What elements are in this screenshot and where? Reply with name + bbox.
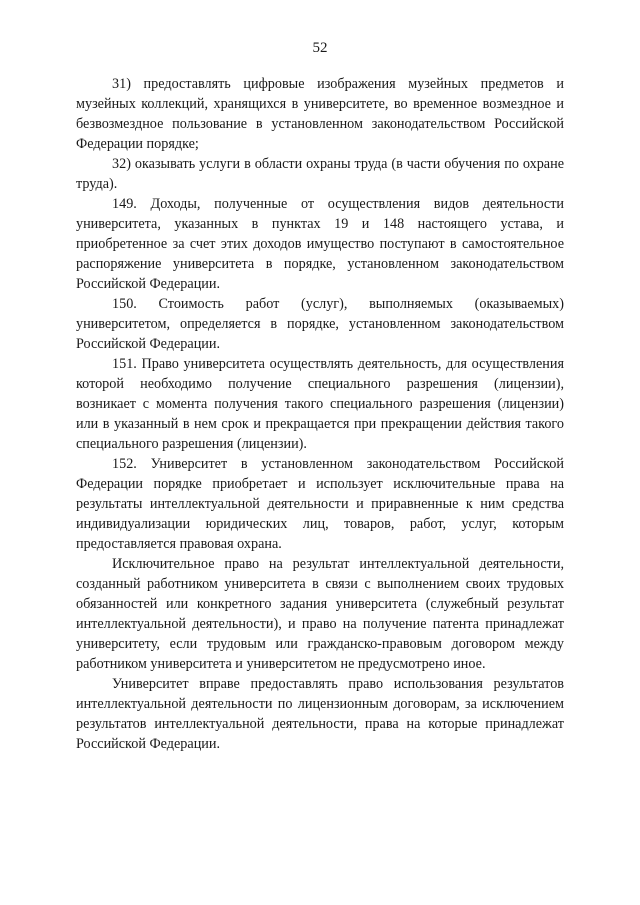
paragraph-clause-151: 151. Право университета осуществлять деятельность, для осуществления которой необходимо получение специального разрешения (лицензии), возникает с момента получения такого специального разрешения (лицензии) или в указанный в нем срок и прекращается при прекращении действия такого специального разрешения (лицензии).: [76, 356, 564, 452]
paragraph-clause-150: 150. Стоимость работ (услуг), выполняемых (оказываемых) университетом, определяется в порядке, установленном законодательством Российской Федерации.: [76, 296, 564, 352]
document-body: [76, 74, 564, 754]
paragraph-item-32: 32) оказывать услуги в области охраны труда (в части обучения по охране труда).: [76, 156, 564, 192]
page-number: 52: [312, 40, 328, 56]
paragraph-clause-149: 149. Доходы, полученные от осуществления видов деятельности университета, указанных в пунктах 19 и 148 настоящего устава, и приобретенное за счет этих доходов имущество поступают в самостоятельное распоряжение университета в порядке, установленном законодательством Российской Федерации.: [76, 196, 564, 292]
paragraph-licensing: Университет вправе предоставлять право использования результатов интеллектуальной деятельности по лицензионным договорам, за исключением результатов интеллектуальной деятельности, права на которые принадлежат Российской Федерации.: [76, 676, 564, 752]
paragraph-exclusive-right: Исключительное право на результат интеллектуальной деятельности, созданный работником университета в связи с выполнением своих трудовых обязанностей или конкретного задания университета (служебный результат интеллектуальной деятельности), и право на получение патента принадлежат университету, если трудовым или гражданско-правовым договором между работником университета и университетом не предусмотрено иное.: [76, 556, 564, 672]
paragraph-clause-152: 152. Университет в установленном законодательством Российской Федерации порядке приобретает и использует исключительные права на результаты интеллектуальной деятельности и приравненные к ним средства индивидуализации юридических лиц, товаров, работ, услуг, которым предоставляется правовая охрана.: [76, 456, 564, 552]
paragraph-item-31: 31) предоставлять цифровые изображения музейных предметов и музейных коллекций, хранящихся в университете, во временное возмездное и безвозмездное пользование в установленном законодательством Российской Федерации порядке;: [76, 76, 564, 152]
